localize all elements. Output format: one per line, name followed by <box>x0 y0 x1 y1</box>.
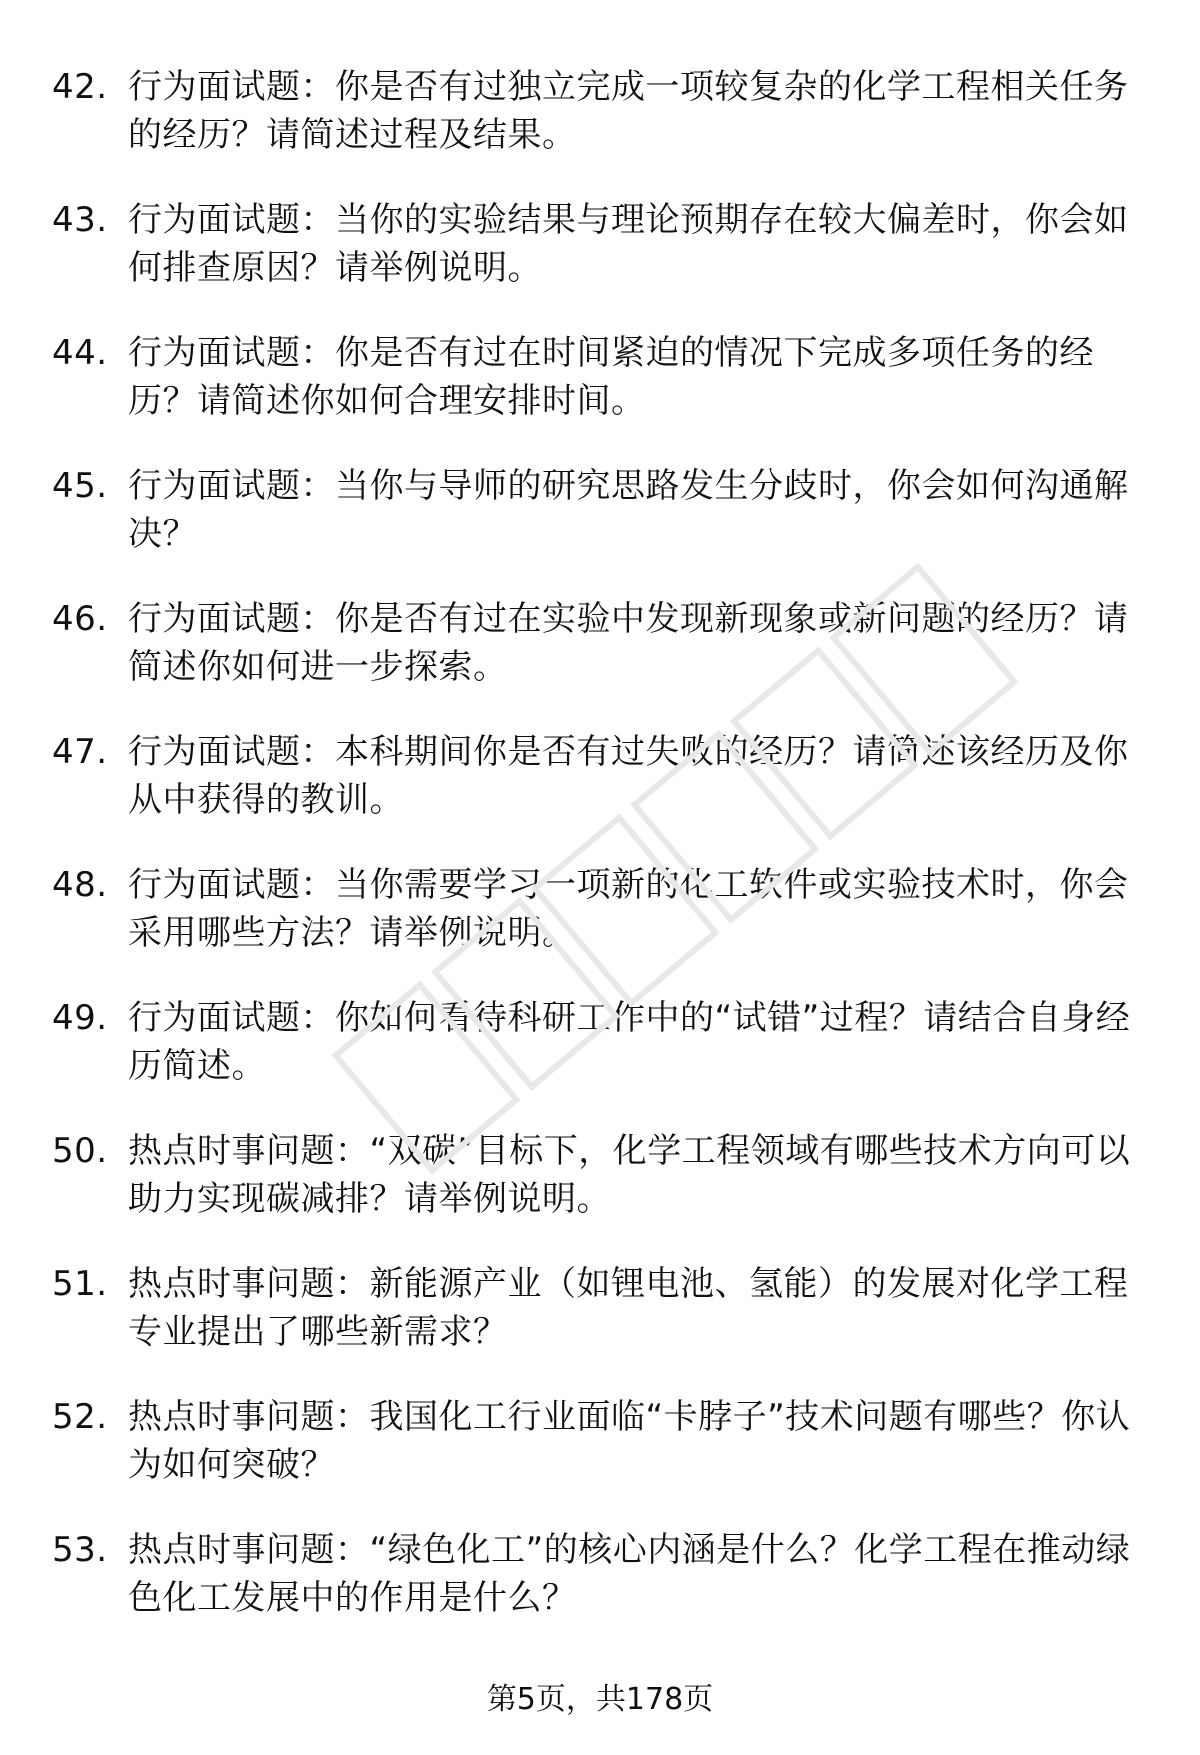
question-number: 44. <box>52 333 108 373</box>
question-text: 行为面试题：你是否有过在实验中发现新现象或新问题的经历？请简述你如何进一步探索。 <box>128 599 1129 687</box>
question-text: 行为面试题：你如何看待科研工作中的“试错”过程？请结合自身经历简述。 <box>128 998 1131 1086</box>
question-number: 45. <box>52 466 108 506</box>
list-item <box>52 1127 1140 1223</box>
question-number: 52. <box>52 1397 108 1437</box>
question-text: 热点时事问题：我国化工行业面临“卡脖子”技术问题有哪些？你认为如何突破？ <box>128 1397 1131 1485</box>
question-text: 行为面试题：当你的实验结果与理论预期存在较大偏差时，你会如何排查原因？请举例说明。 <box>128 200 1129 288</box>
question-text: 行为面试题：当你与导师的研究思路发生分歧时，你会如何沟通解决？ <box>128 466 1129 554</box>
question-number: 51. <box>52 1264 108 1304</box>
question-text: 行为面试题：你是否有过独立完成一项较复杂的化学工程相关任务的经历？请简述过程及结果。 <box>128 67 1129 155</box>
question-number: 42. <box>52 67 108 107</box>
list-item <box>52 329 1140 425</box>
list-item <box>52 994 1140 1090</box>
question-number: 49. <box>52 998 108 1038</box>
question-number: 47. <box>52 732 108 772</box>
question-text: 行为面试题：当你需要学习一项新的化工软件或实验技术时，你会采用哪些方法？请举例说明。 <box>128 865 1129 953</box>
question-list <box>52 63 1140 1622</box>
list-item <box>52 595 1140 691</box>
list-item <box>52 1526 1140 1622</box>
question-text: 热点时事问题：新能源产业（如锂电池、氢能）的发展对化学工程专业提出了哪些新需求？ <box>128 1264 1129 1352</box>
question-text: 热点时事问题：“双碳”目标下，化学工程领域有哪些技术方向可以助力实现碳减排？请举例说明。 <box>128 1131 1131 1219</box>
question-number: 48. <box>52 865 108 905</box>
list-item <box>52 728 1140 824</box>
list-item <box>52 861 1140 957</box>
list-item <box>52 1393 1140 1489</box>
question-number: 53. <box>52 1530 108 1570</box>
question-number: 50. <box>52 1131 108 1171</box>
question-number: 43. <box>52 200 108 240</box>
question-text: 行为面试题：本科期间你是否有过失败的经历？请简述该经历及你从中获得的教训。 <box>128 732 1129 820</box>
list-item <box>52 1260 1140 1356</box>
list-item <box>52 462 1140 558</box>
page-footer: 第5页，共178页 <box>486 1682 714 1717</box>
question-text: 行为面试题：你是否有过在时间紧迫的情况下完成多项任务的经历？请简述你如何合理安排时间。 <box>128 333 1094 421</box>
list-item <box>52 63 1140 159</box>
list-item <box>52 196 1140 292</box>
question-number: 46. <box>52 599 108 639</box>
question-text: 热点时事问题：“绿色化工”的核心内涵是什么？化学工程在推动绿色化工发展中的作用是什么？ <box>128 1530 1131 1618</box>
